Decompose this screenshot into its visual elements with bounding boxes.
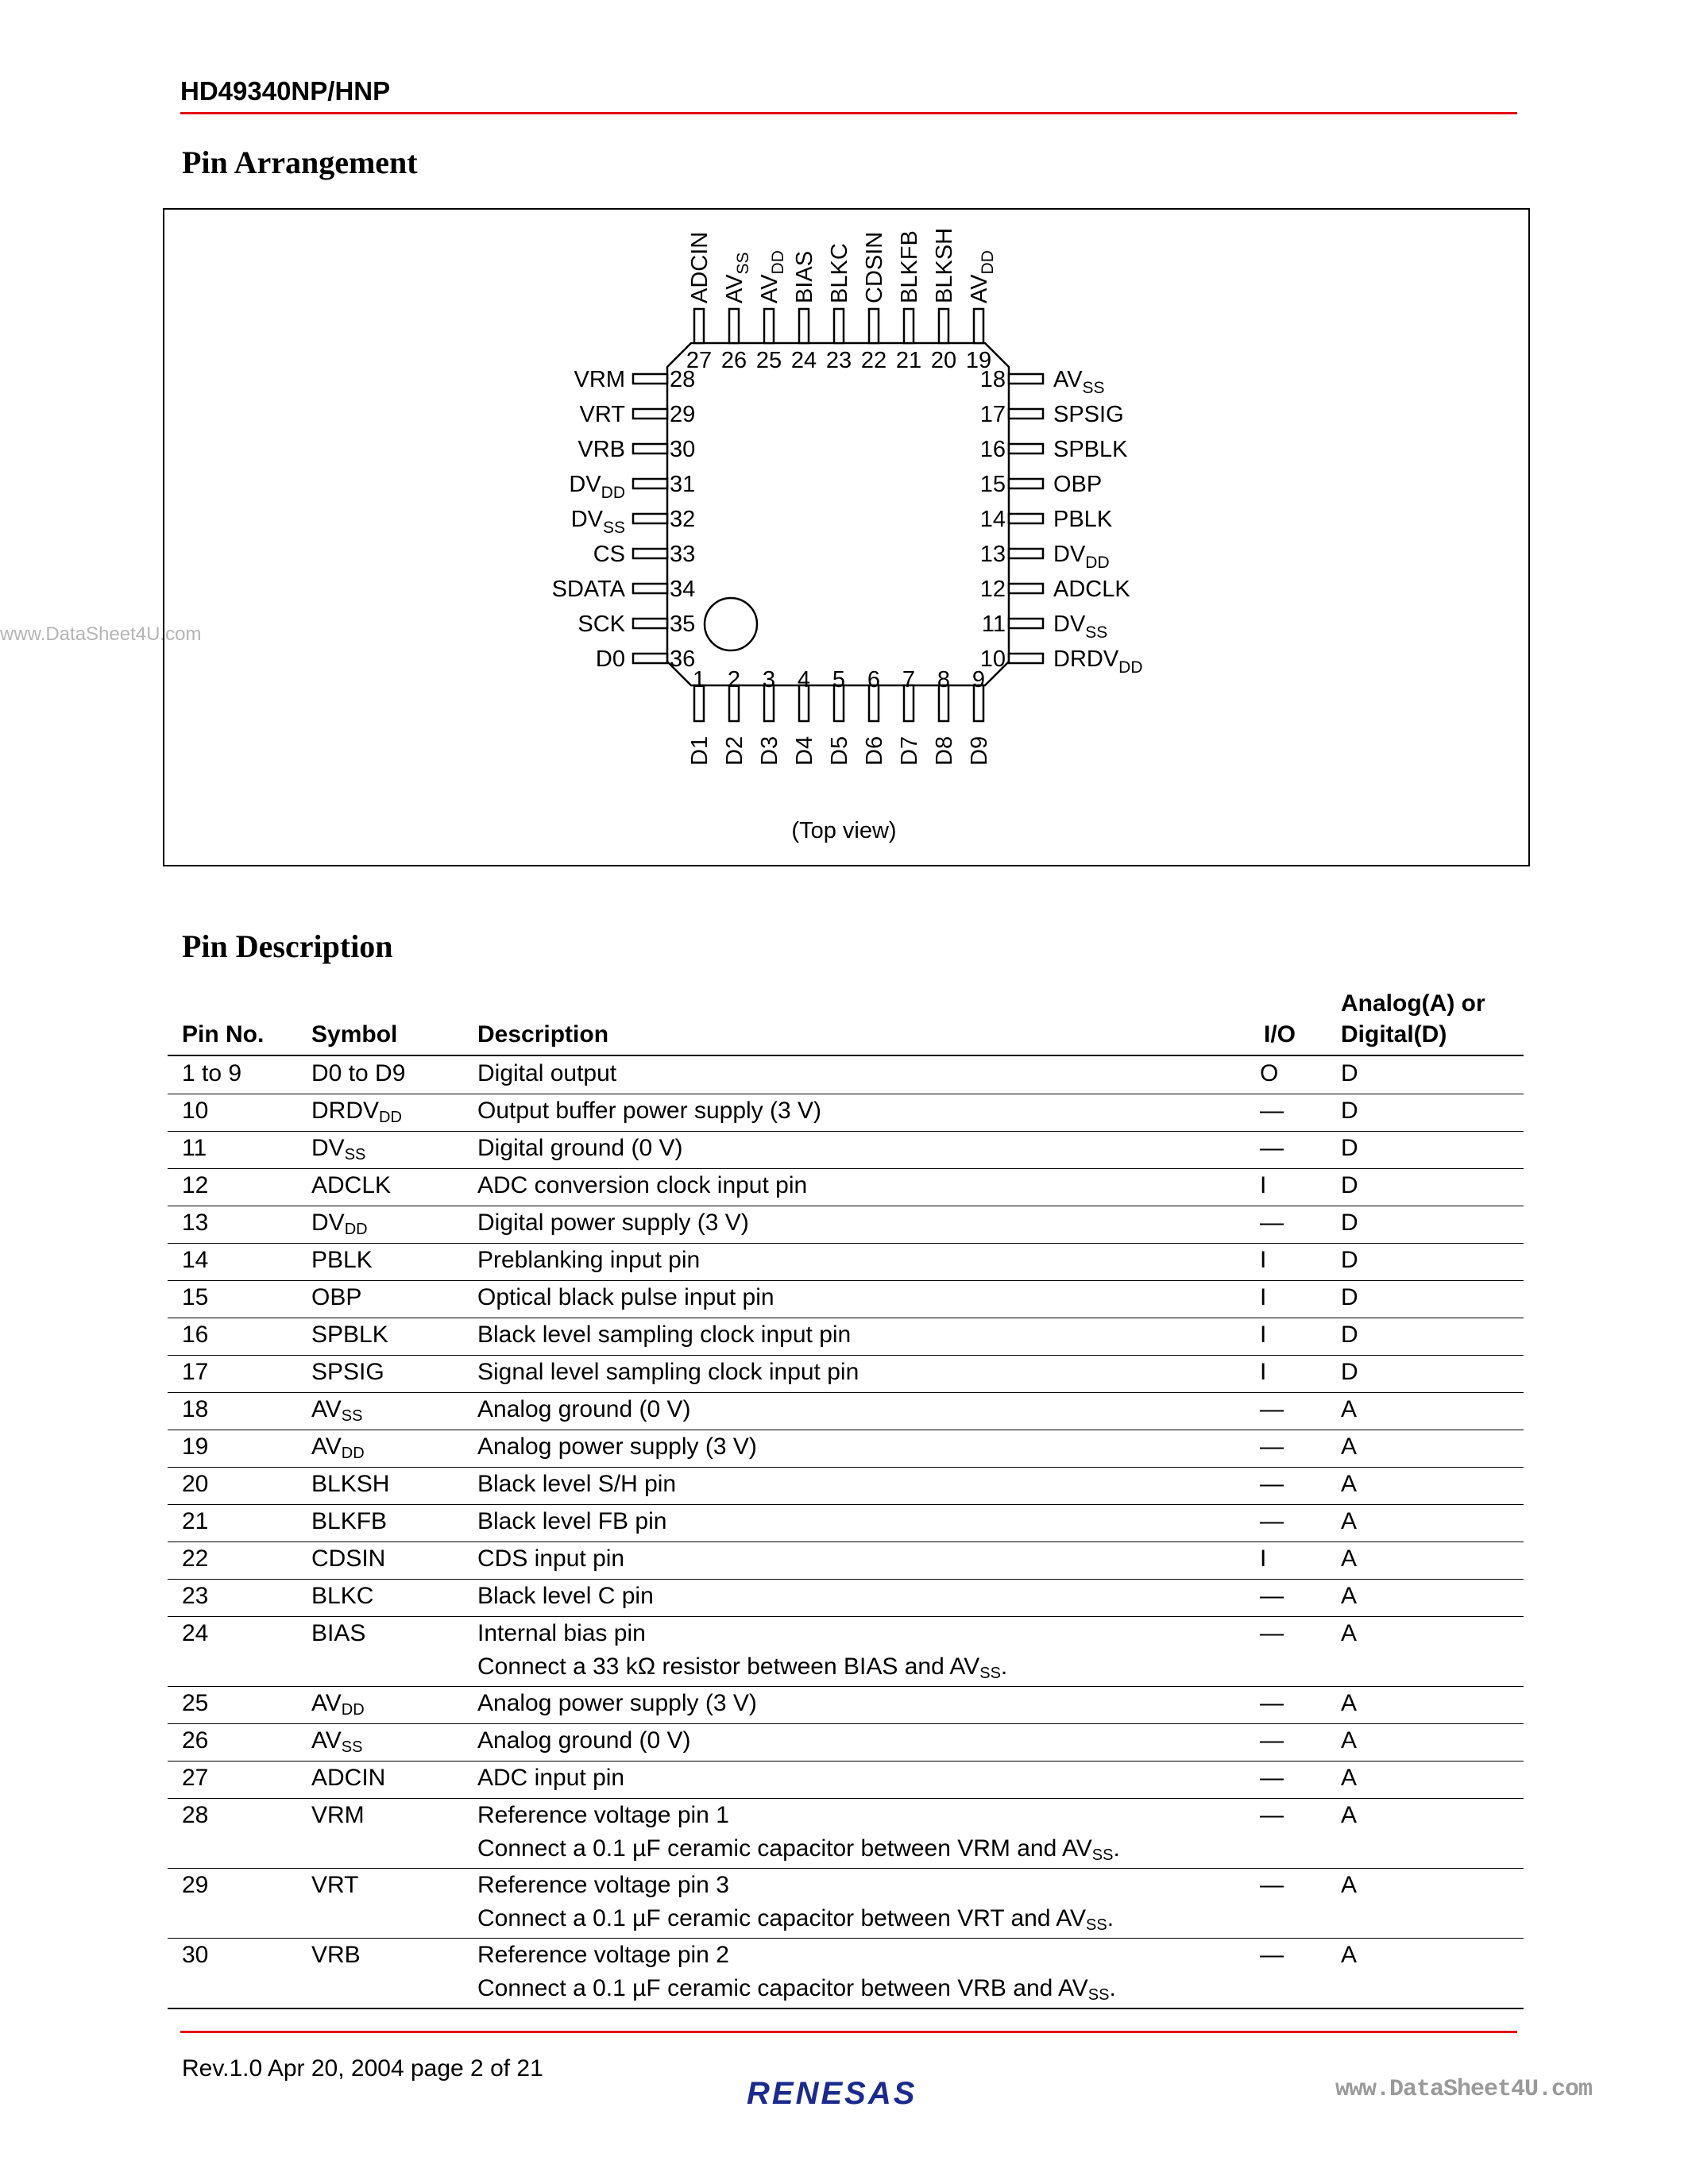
row-pin-no: 14 <box>182 1247 209 1273</box>
pin-1-number: 1 <box>692 667 706 693</box>
row-symbol: ADCLK <box>311 1172 392 1198</box>
row-pin-no: 12 <box>182 1172 209 1198</box>
pin-2-label: D2 <box>722 735 747 766</box>
pin-15-number: 15 <box>979 472 1006 497</box>
row-description: Digital output <box>477 1060 617 1086</box>
row-io: — <box>1260 1802 1284 1828</box>
pin-1-label: D1 <box>687 735 713 766</box>
row-pin-no: 13 <box>182 1210 209 1236</box>
row-divider <box>168 1723 1524 1724</box>
row-analog-digital: D <box>1341 1210 1358 1236</box>
pin-13-number: 13 <box>979 542 1006 567</box>
row-analog-digital: A <box>1341 1942 1358 1968</box>
pin-10-label: $DRDV_{DD}$ <box>1053 646 1143 677</box>
row-pin-no: 28 <box>182 1802 209 1828</box>
pin-6-number: 6 <box>867 667 881 693</box>
pin-28-lead <box>633 374 667 384</box>
pin-30-number: 30 <box>670 437 696 462</box>
row-symbol: BLKSH <box>311 1471 390 1497</box>
row-symbol: PBLK <box>311 1247 373 1273</box>
pin-4-number: 4 <box>797 667 811 693</box>
pin-27-number: 27 <box>686 348 713 373</box>
pin-19-label: $AV_{DD}$ <box>967 250 997 303</box>
row-pin-no: 11 <box>182 1135 207 1161</box>
pin-16-number: 16 <box>979 437 1006 462</box>
row-description: Reference voltage pin 1 <box>477 1802 729 1828</box>
pin-20-label: BLKSH <box>932 227 957 303</box>
row-description-note: Connect a 0.1 µF ceramic capacitor between VRT and $AV_{SS}$. <box>477 1905 1114 1934</box>
row-symbol: ADCIN <box>311 1765 386 1791</box>
pin-28-label: VRM <box>574 367 625 392</box>
pin-34-lead <box>633 584 667 593</box>
row-pin-no: 10 <box>182 1098 209 1124</box>
row-io: — <box>1260 1583 1284 1609</box>
row-analog-digital: A <box>1341 1727 1358 1754</box>
pin-20-lead <box>939 309 948 343</box>
row-io: — <box>1260 1135 1284 1161</box>
row-symbol: SPSIG <box>311 1359 384 1385</box>
row-io: — <box>1260 1433 1284 1460</box>
row-description-note: Connect a 0.1 µF ceramic capacitor between VRM and $AV_{SS}$. <box>477 1835 1120 1864</box>
pin-6-label: D6 <box>862 735 887 766</box>
pin-3-number: 3 <box>762 667 776 693</box>
pin-32-number: 32 <box>670 507 696 532</box>
row-symbol: CDSIN <box>311 1545 386 1572</box>
pin-26-number: 26 <box>720 348 747 373</box>
pin-26-lead <box>729 309 739 343</box>
row-symbol: $AV_{SS}$ <box>311 1727 363 1756</box>
col-pin-no: Pin No. <box>182 1021 265 1048</box>
row-description: Black level FB pin <box>477 1508 667 1534</box>
pin-30-label: VRB <box>577 437 625 462</box>
row-io: — <box>1260 1872 1284 1898</box>
row-analog-digital: A <box>1341 1433 1358 1460</box>
pin-diagram <box>0 0 1688 874</box>
col-analog-digital-line2: Digital(D) <box>1341 1021 1447 1048</box>
col-symbol: Symbol <box>311 1021 398 1048</box>
row-analog-digital: D <box>1341 1172 1358 1198</box>
row-io: I <box>1260 1359 1267 1385</box>
watermark-right: www.DataSheet4U.com <box>1335 2076 1593 2103</box>
col-io: I/O <box>1264 1021 1296 1048</box>
row-description: Digital ground (0 V) <box>477 1135 683 1161</box>
renesas-logo: RENESAS <box>747 2076 917 2111</box>
row-symbol: $DRDV_{DD}$ <box>311 1098 402 1126</box>
row-pin-no: 19 <box>182 1433 209 1460</box>
pin-22-label: CDSIN <box>862 231 887 303</box>
row-analog-digital: D <box>1341 1098 1358 1124</box>
pin-29-number: 29 <box>670 402 696 427</box>
pin-12-label: ADCLK <box>1053 577 1130 602</box>
pin-5-number: 5 <box>832 667 846 693</box>
pin-35-number: 35 <box>670 612 696 637</box>
row-io: — <box>1260 1620 1284 1646</box>
pin-12-number: 12 <box>979 577 1006 602</box>
pin-33-lead <box>633 549 667 558</box>
pin-15-lead <box>1009 479 1043 488</box>
row-description: ADC input pin <box>477 1765 625 1791</box>
row-divider <box>168 2008 1524 2009</box>
row-symbol: D0 to D9 <box>311 1060 406 1086</box>
package-outline <box>667 343 1009 685</box>
row-symbol: BLKC <box>311 1583 374 1609</box>
pin-34-label: SDATA <box>551 577 625 602</box>
pin-23-number: 23 <box>825 348 852 373</box>
row-description: Signal level sampling clock input pin <box>477 1359 859 1385</box>
pin-36-lead <box>633 654 667 663</box>
top-view-caption: (Top view) <box>791 818 897 843</box>
pin-15-label: OBP <box>1053 472 1103 497</box>
row-description: Analog ground (0 V) <box>477 1396 691 1422</box>
row-symbol: $AV_{SS}$ <box>311 1396 363 1425</box>
row-divider <box>168 1243 1524 1244</box>
pin-33-label: CS <box>593 542 625 567</box>
pin-17-lead <box>1009 409 1043 419</box>
row-description: ADC conversion clock input pin <box>477 1172 808 1198</box>
pin-5-label: D5 <box>827 735 852 766</box>
row-divider <box>168 1168 1524 1169</box>
table-header-rule <box>168 1055 1524 1056</box>
row-description: Preblanking input pin <box>477 1247 701 1273</box>
row-symbol: $DV_{DD}$ <box>311 1210 368 1238</box>
row-io: — <box>1260 1396 1284 1422</box>
row-io: — <box>1260 1471 1284 1497</box>
pin-31-lead <box>633 479 667 488</box>
pin-12-lead <box>1009 584 1043 593</box>
pin-11-number: 11 <box>981 612 1006 637</box>
row-symbol: VRM <box>311 1802 365 1828</box>
pin-22-lead <box>869 309 879 343</box>
row-divider <box>168 1616 1524 1617</box>
row-pin-no: 1 to 9 <box>182 1060 242 1086</box>
row-symbol: $AV_{DD}$ <box>311 1433 365 1462</box>
row-description: Analog ground (0 V) <box>477 1727 691 1754</box>
row-symbol: BIAS <box>311 1620 366 1646</box>
row-symbol: $DV_{SS}$ <box>311 1135 366 1163</box>
pin-4-label: D4 <box>792 735 817 766</box>
row-divider <box>168 1798 1524 1799</box>
row-analog-digital: A <box>1341 1396 1358 1422</box>
row-pin-no: 18 <box>182 1396 209 1422</box>
row-io: I <box>1260 1284 1267 1310</box>
pin-16-lead <box>1009 444 1043 453</box>
row-analog-digital: A <box>1341 1872 1358 1898</box>
pin-18-label: $AV_{SS}$ <box>1053 367 1105 397</box>
pin-28-number: 28 <box>670 367 696 392</box>
watermark-left: www.DataSheet4U.com <box>0 623 202 645</box>
row-io: — <box>1260 1690 1284 1716</box>
row-pin-no: 22 <box>182 1545 209 1572</box>
row-description: Internal bias pin <box>477 1620 646 1646</box>
row-analog-digital: A <box>1341 1690 1358 1716</box>
pin-8-label: D8 <box>932 735 957 766</box>
row-io: — <box>1260 1098 1284 1124</box>
col-analog-digital-line1: Analog(A) or <box>1341 990 1485 1017</box>
pin-2-number: 2 <box>727 667 741 693</box>
row-divider <box>168 1686 1524 1687</box>
row-io: — <box>1260 1727 1284 1754</box>
pin-29-label: VRT <box>579 402 625 427</box>
row-pin-no: 16 <box>182 1322 209 1348</box>
row-divider <box>168 1280 1524 1281</box>
row-divider <box>168 1355 1524 1356</box>
row-pin-no: 26 <box>182 1727 209 1754</box>
pin-arrangement-title: Pin Arrangement <box>182 145 418 180</box>
pin-36-number: 36 <box>670 646 696 672</box>
row-io: — <box>1260 1508 1284 1534</box>
pin-13-lead <box>1009 549 1043 558</box>
row-io: I <box>1260 1172 1267 1198</box>
row-description: Reference voltage pin 2 <box>477 1942 729 1968</box>
pin-9-number: 9 <box>971 667 986 693</box>
pin-description-title: Pin Description <box>182 928 393 964</box>
pin-34-number: 34 <box>670 577 696 602</box>
col-description: Description <box>477 1021 609 1048</box>
row-io: I <box>1260 1247 1267 1273</box>
pin-23-label: BLKC <box>827 243 852 303</box>
row-pin-no: 27 <box>182 1765 209 1791</box>
row-pin-no: 20 <box>182 1471 209 1497</box>
pin-35-lead <box>633 619 667 628</box>
row-description: Digital power supply (3 V) <box>477 1210 749 1236</box>
row-symbol: VRB <box>311 1942 361 1968</box>
pin-29-lead <box>633 409 667 419</box>
pin-7-number: 7 <box>902 667 916 693</box>
row-analog-digital: D <box>1341 1359 1358 1385</box>
row-divider <box>168 1467 1524 1468</box>
row-symbol: OBP <box>311 1284 362 1310</box>
pin-14-number: 14 <box>979 507 1006 532</box>
pin-13-label: $DV_{DD}$ <box>1053 542 1110 572</box>
pin-9-label: D9 <box>967 735 992 766</box>
row-description-note: Connect a 33 kΩ resistor between BIAS and $AV_{SS}$. <box>477 1653 1008 1682</box>
row-description: Black level C pin <box>477 1583 654 1609</box>
row-symbol: $AV_{DD}$ <box>311 1690 365 1719</box>
pin-21-label: BLKFB <box>897 230 922 303</box>
row-pin-no: 17 <box>182 1359 209 1385</box>
pin-24-label: BIAS <box>792 250 817 303</box>
pin-23-lead <box>834 309 844 343</box>
pin-20-number: 20 <box>930 348 957 373</box>
pin-14-label: PBLK <box>1053 507 1113 532</box>
row-analog-digital: D <box>1341 1247 1358 1273</box>
row-divider <box>168 1131 1524 1132</box>
row-symbol: BLKFB <box>311 1508 388 1534</box>
row-analog-digital: A <box>1341 1471 1358 1497</box>
row-pin-no: 15 <box>182 1284 209 1310</box>
row-analog-digital: D <box>1341 1322 1358 1348</box>
pin-8-number: 8 <box>937 667 951 693</box>
pin-25-number: 25 <box>755 348 782 373</box>
row-io: — <box>1260 1765 1284 1791</box>
pin-14-lead <box>1009 514 1043 523</box>
row-description: Analog power supply (3 V) <box>477 1690 757 1716</box>
row-analog-digital: D <box>1341 1060 1358 1086</box>
row-analog-digital: A <box>1341 1508 1358 1534</box>
row-io: I <box>1260 1545 1267 1572</box>
pin-32-lead <box>633 514 667 523</box>
pin-31-label: $DV_{DD}$ <box>569 472 625 502</box>
pin-27-label: ADCIN <box>687 231 713 303</box>
row-divider <box>168 1868 1524 1869</box>
pin-18-lead <box>1009 374 1043 384</box>
pin-11-label: $DV_{SS}$ <box>1053 612 1108 642</box>
pin-18-number: 18 <box>979 367 1006 392</box>
footer-revision: Rev.1.0 Apr 20, 2004 page 2 of 21 <box>182 2055 543 2082</box>
pin-33-number: 33 <box>670 542 696 567</box>
pin-10-lead <box>1009 654 1043 663</box>
footer-rule <box>180 2031 1517 2033</box>
row-divider <box>168 1579 1524 1580</box>
pin-11-lead <box>1009 619 1043 628</box>
row-divider <box>168 1392 1524 1393</box>
row-pin-no: 30 <box>182 1942 209 1968</box>
row-description: CDS input pin <box>477 1545 625 1572</box>
pin-31-number: 31 <box>670 472 696 497</box>
pin-30-lead <box>633 444 667 453</box>
pin-7-label: D7 <box>897 735 922 766</box>
row-analog-digital: A <box>1341 1620 1358 1646</box>
row-analog-digital: A <box>1341 1583 1358 1609</box>
row-divider <box>168 1504 1524 1505</box>
pin-17-number: 17 <box>979 402 1006 427</box>
row-description: Black level S/H pin <box>477 1471 677 1497</box>
pin1-marker <box>705 598 757 650</box>
pin-32-label: $DV_{SS}$ <box>570 507 625 537</box>
row-pin-no: 25 <box>182 1690 209 1716</box>
row-analog-digital: D <box>1341 1284 1358 1310</box>
row-analog-digital: A <box>1341 1545 1358 1572</box>
row-pin-no: 29 <box>182 1872 209 1898</box>
row-divider <box>168 1938 1524 1939</box>
pin-21-number: 21 <box>895 348 922 373</box>
row-io: — <box>1260 1210 1284 1236</box>
row-pin-no: 21 <box>182 1508 209 1534</box>
row-pin-no: 23 <box>182 1583 209 1609</box>
row-description-note: Connect a 0.1 µF ceramic capacitor between VRB and $AV_{SS}$. <box>477 1975 1116 2004</box>
pin-24-number: 24 <box>790 348 817 373</box>
row-description: Reference voltage pin 3 <box>477 1872 729 1898</box>
pin-25-lead <box>764 309 774 343</box>
pin-35-label: SCK <box>577 612 625 637</box>
row-analog-digital: D <box>1341 1135 1358 1161</box>
row-description: Analog power supply (3 V) <box>477 1433 757 1460</box>
pin-19-lead <box>974 309 983 343</box>
row-pin-no: 24 <box>182 1620 209 1646</box>
row-io: I <box>1260 1322 1267 1348</box>
pin-21-lead <box>904 309 914 343</box>
pin-27-lead <box>694 309 704 343</box>
row-analog-digital: A <box>1341 1765 1358 1791</box>
pin-16-label: SPBLK <box>1053 437 1128 462</box>
pin-25-label: $AV_{DD}$ <box>757 250 787 303</box>
pin-26-label: $AV_{SS}$ <box>722 252 752 303</box>
pin-17-label: SPSIG <box>1053 402 1124 427</box>
pin-19-number: 19 <box>965 348 992 373</box>
pin-10-number: 10 <box>979 646 1006 672</box>
part-number: HD49340NP/HNP <box>180 76 391 106</box>
row-description: Black level sampling clock input pin <box>477 1322 852 1348</box>
row-analog-digital: A <box>1341 1802 1358 1828</box>
row-symbol: SPBLK <box>311 1322 388 1348</box>
pin-3-label: D3 <box>757 735 782 766</box>
pin-22-number: 22 <box>860 348 887 373</box>
pin-24-lead <box>799 309 809 343</box>
row-description: Output buffer power supply (3 V) <box>477 1098 822 1124</box>
pin-36-label: D0 <box>595 646 625 672</box>
row-io: — <box>1260 1942 1284 1968</box>
row-description: Optical black pulse input pin <box>477 1284 774 1310</box>
row-io: O <box>1260 1060 1279 1086</box>
row-symbol: VRT <box>311 1872 359 1898</box>
